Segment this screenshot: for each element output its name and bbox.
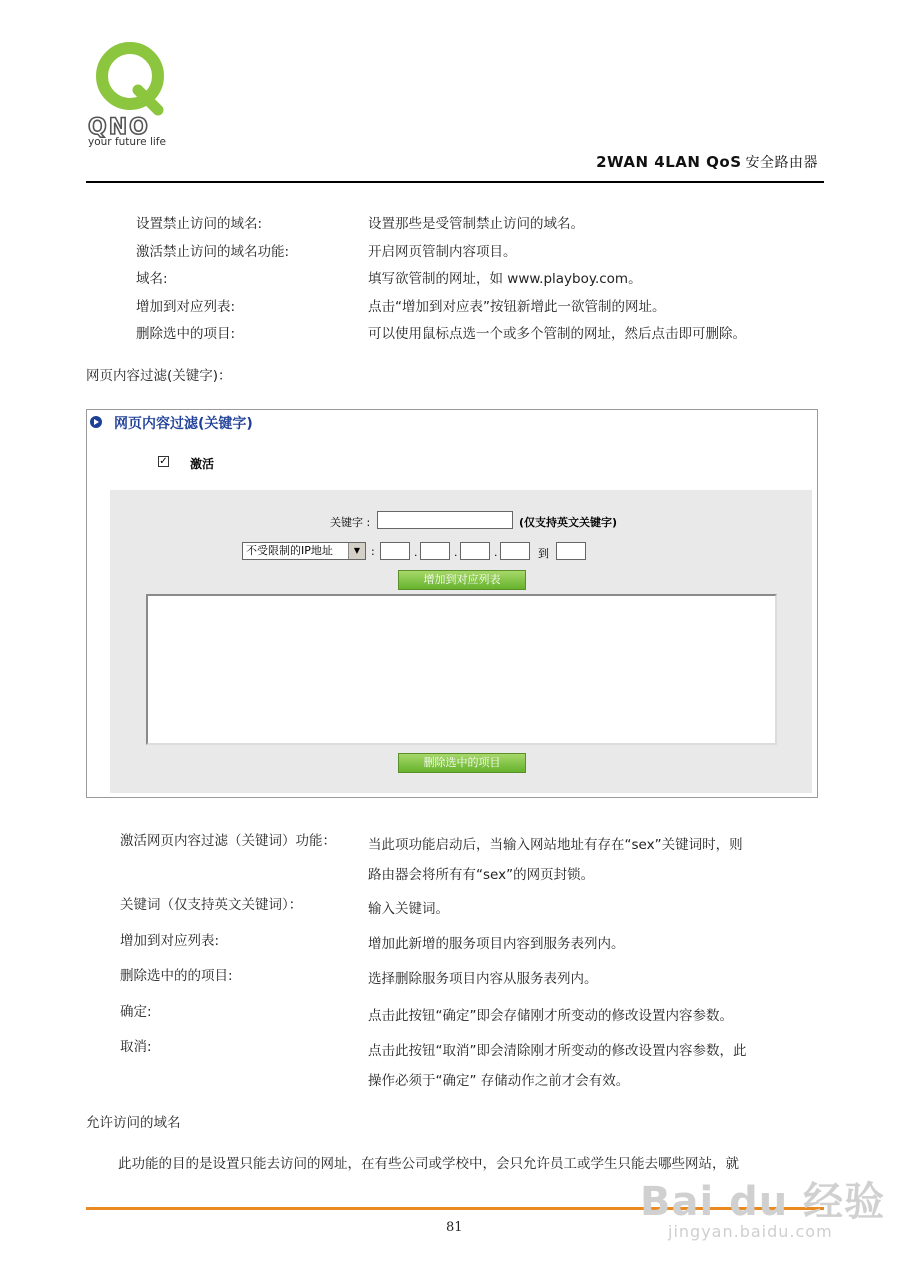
section-title-keyword: 网页内容过滤(关键字)： [86, 368, 232, 384]
keyword-note: (仅支持英文关键字) [519, 516, 618, 529]
page-number: 81 [446, 1220, 463, 1235]
def-term: 增加到对应列表: [136, 299, 236, 315]
def-desc-line: 增加此新增的服务项目内容到服务表列内。 [368, 936, 625, 952]
body-paragraph: 此功能的目的是设置只能去访问的网址，在有些公司或学校中，会只允许员工或学生只能去哪些网站，就 [118, 1156, 739, 1172]
def-term: 删除选中的的项目: [120, 968, 233, 984]
def-desc [368, 894, 798, 924]
def-desc-line: 输入关键词。 [368, 901, 449, 917]
def-desc: 填写欲管制的网址，如 www.playboy.com。 [368, 271, 642, 287]
product-title-cn: 安全路由器 [745, 155, 818, 171]
def-desc: 设置那些是受管制禁止访问的域名。 [368, 216, 584, 232]
watermark-logo: Bai du 经验 [640, 1179, 886, 1225]
def-desc-line: 操作必须于“确定” 存储动作之前才会有效。 [368, 1073, 630, 1089]
activate-label: 激活 [190, 457, 215, 471]
def-desc [368, 964, 798, 994]
ip-dot: . [414, 546, 418, 559]
def-term: 设置禁止访问的域名: [136, 216, 263, 232]
keyword-label: 关键字 : [330, 516, 371, 529]
def-term: 关键词（仅支持英文关键词）： [120, 897, 303, 913]
section-title-allow: 允许访问的域名 [86, 1115, 181, 1131]
product-title [596, 152, 818, 172]
add-to-list-button[interactable]: 增加到对应列表 [398, 570, 526, 590]
logo-slogan: your future life [88, 136, 166, 148]
activate-checkbox[interactable]: ✓ [159, 456, 168, 467]
ip-dot: . [454, 546, 458, 559]
ip-scope-value: 不受限制的IP地址 [246, 544, 333, 557]
def-term: 取消: [120, 1039, 152, 1055]
ip-octet-1-input[interactable] [380, 542, 410, 560]
def-desc: 开启网页管制内容项目。 [368, 244, 517, 260]
def-desc-line: 点击此按钮“确定”即会存储刚才所变动的修改设置内容参数。 [368, 1008, 733, 1024]
delete-selected-button[interactable]: 删除选中的项目 [398, 753, 526, 773]
def-term: 激活网页内容过滤（关键词）功能： [120, 833, 336, 849]
def-desc [368, 929, 798, 959]
ip-range-end-input[interactable] [556, 542, 586, 560]
def-term: 确定: [120, 1004, 152, 1020]
def-term: 删除选中的项目: [136, 326, 236, 342]
def-desc-line: 选择删除服务项目内容从服务表列内。 [368, 971, 598, 987]
ip-dot: . [494, 546, 498, 559]
def-term: 域名: [136, 271, 168, 287]
def-desc: 点击“增加到对应表”按钮新增此一欲管制的网址。 [368, 299, 666, 315]
def-desc: 可以使用鼠标点选一个或多个管制的网址，然后点击即可删除。 [368, 326, 746, 342]
logo-text: QNO [88, 115, 150, 138]
keyword-input[interactable] [377, 511, 513, 529]
def-desc-line: 当此项功能启动后，当输入网站地址有存在“sex”关键词时，则 [368, 837, 743, 853]
product-title-en: 2WAN 4LAN QoS [596, 153, 742, 171]
ip-colon: : [371, 545, 375, 558]
panel-title: 网页内容过滤(关键字) [114, 416, 253, 432]
dropdown-arrow-icon[interactable]: ▼ [348, 543, 365, 559]
def-desc-line: 点击此按钮“取消”即会清除刚才所变动的修改设置内容参数，此 [368, 1043, 747, 1059]
ip-range-to-label: 到 [538, 547, 549, 560]
ip-octet-3-input[interactable] [460, 542, 490, 560]
keyword-listbox[interactable] [146, 594, 777, 745]
arrow-bullet-icon [90, 416, 102, 428]
def-desc [368, 1001, 798, 1031]
def-desc [368, 1036, 798, 1096]
header-divider [86, 181, 824, 183]
def-term: 增加到对应列表: [120, 933, 220, 949]
ip-octet-2-input[interactable] [420, 542, 450, 560]
def-desc-line: 路由器会将所有有“sex”的网页封锁。 [368, 867, 595, 883]
ip-octet-4-input[interactable] [500, 542, 530, 560]
watermark-url: jingyan.baidu.com [668, 1222, 833, 1241]
def-desc [368, 830, 798, 890]
def-term: 激活禁止访问的域名功能: [136, 244, 290, 260]
